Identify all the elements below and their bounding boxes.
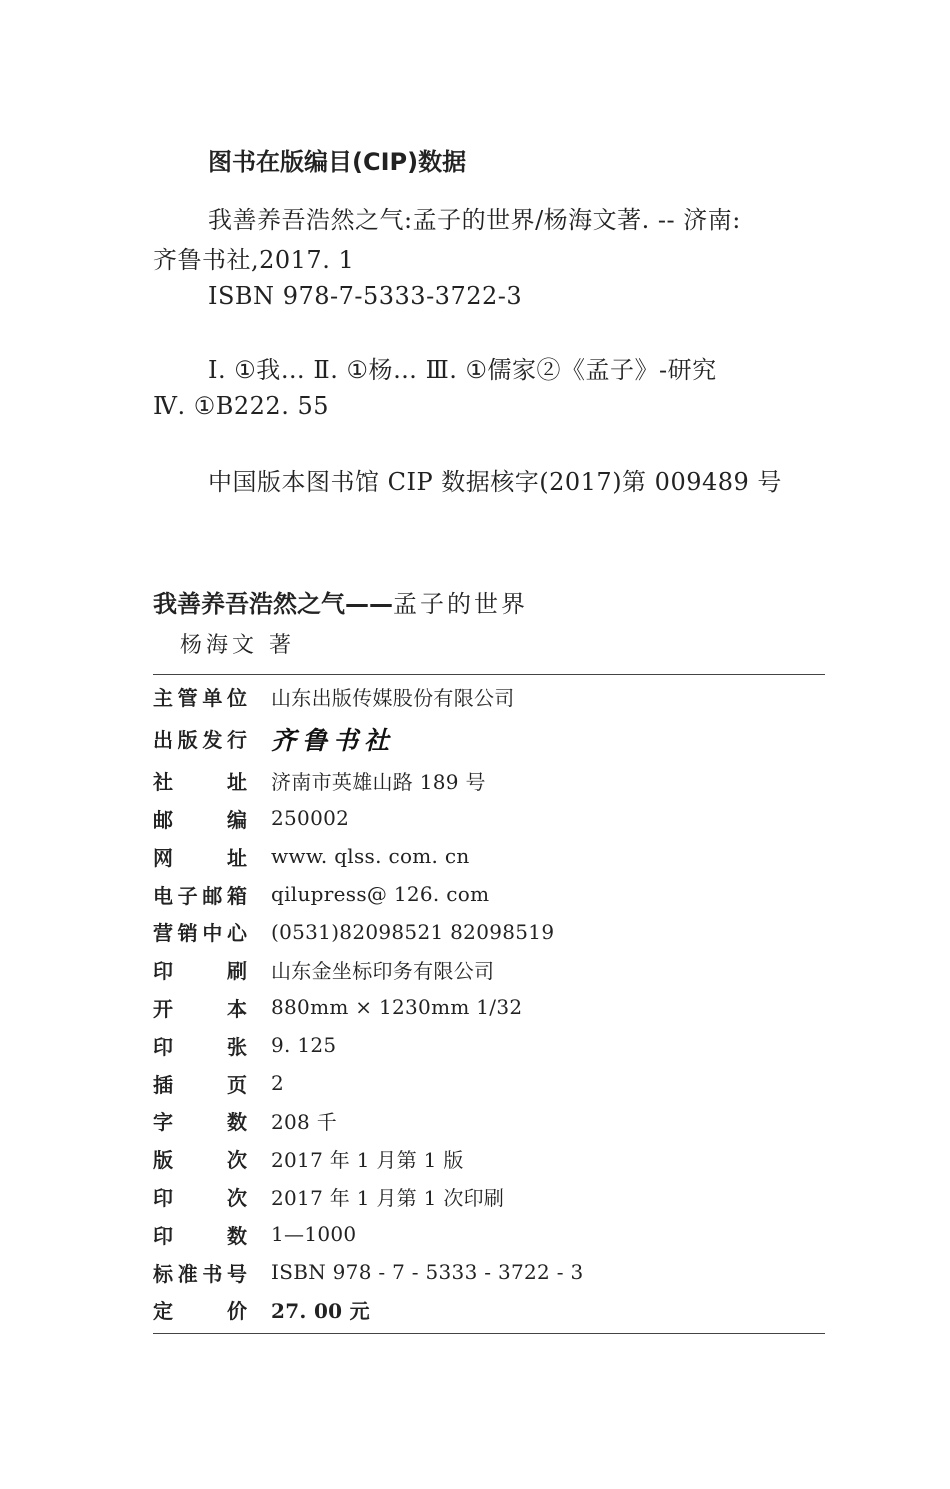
info-label — [153, 766, 247, 795]
info-row — [153, 837, 825, 875]
info-label-char: 数 — [227, 1223, 247, 1248]
info-label-char: 主 — [153, 686, 173, 711]
info-label-char: 印 — [153, 1223, 173, 1248]
info-label-char: 电 — [153, 883, 173, 908]
info-value: 208 千 — [271, 1110, 338, 1135]
info-label-char: 营 — [153, 921, 173, 946]
info-label-char: 价 — [227, 1299, 247, 1324]
info-label — [153, 1295, 247, 1324]
info-label-char: 印 — [153, 1185, 173, 1210]
info-label — [153, 955, 247, 984]
info-label-char: 准 — [177, 1261, 198, 1286]
info-label-char: 书 — [202, 1261, 223, 1286]
info-row — [153, 1291, 825, 1329]
bottom-divider — [153, 1333, 825, 1334]
info-value: qilupress@ 126. com — [271, 882, 490, 907]
info-row — [153, 1064, 825, 1102]
info-label-char: 印 — [153, 959, 173, 984]
info-label-char: 编 — [227, 807, 247, 832]
info-label — [153, 1182, 247, 1211]
cip-title-line: 我善养吾浩然之气:孟子的世界/杨海文著. -- 济南: — [208, 206, 741, 234]
info-row — [153, 678, 825, 716]
info-label-char: 页 — [227, 1072, 247, 1097]
info-label-char: 址 — [227, 770, 247, 795]
info-label — [153, 993, 247, 1022]
info-row — [153, 1178, 825, 1216]
info-label — [153, 804, 247, 833]
publication-info-table — [153, 678, 825, 1329]
info-row — [153, 1102, 825, 1140]
info-label-char: 邮 — [153, 807, 173, 832]
info-label-char: 行 — [226, 728, 247, 753]
info-label — [153, 1069, 247, 1098]
info-label-char: 发 — [202, 728, 223, 753]
info-value: 9. 125 — [271, 1033, 337, 1058]
info-row — [153, 1026, 825, 1064]
info-label-char: 子 — [177, 883, 198, 908]
info-label-char: 心 — [226, 921, 247, 946]
info-label-char: 字 — [153, 1110, 173, 1135]
info-value: 27. 00 元 — [271, 1299, 370, 1324]
info-label — [153, 880, 247, 909]
publisher-logo: 齐鲁书社 — [271, 725, 396, 755]
info-label-char: 管 — [177, 686, 198, 711]
info-value: 1—1000 — [271, 1222, 357, 1247]
info-label — [153, 917, 247, 946]
info-row — [153, 762, 825, 800]
info-row — [153, 913, 825, 951]
info-label-char: 址 — [227, 845, 247, 870]
info-label-char: 刷 — [227, 959, 247, 984]
info-label-char: 次 — [227, 1148, 247, 1173]
info-value: 山东出版传媒股份有限公司 — [271, 686, 515, 711]
info-value: 济南市英雄山路 189 号 — [271, 770, 486, 795]
info-label-char: 定 — [153, 1299, 173, 1324]
info-label-char: 数 — [227, 1110, 247, 1135]
info-label — [153, 1220, 247, 1249]
info-label-char: 插 — [153, 1072, 173, 1097]
info-label-char: 网 — [153, 845, 173, 870]
info-row — [153, 1253, 825, 1291]
info-label-char: 印 — [153, 1034, 173, 1059]
info-row — [153, 951, 825, 989]
info-label — [153, 842, 247, 871]
info-row — [153, 989, 825, 1027]
info-label-char: 邮 — [202, 883, 223, 908]
cip-subject-line: Ⅰ. ①我… Ⅱ. ①杨… Ⅲ. ①儒家②《孟子》-研究 — [208, 356, 717, 384]
info-label-char: 箱 — [226, 883, 247, 908]
cip-classification-line: Ⅳ. ①B222. 55 — [153, 392, 329, 420]
info-label — [153, 1031, 247, 1060]
top-divider — [153, 674, 825, 675]
info-row — [153, 875, 825, 913]
info-label-char: 次 — [227, 1185, 247, 1210]
info-label-char: 版 — [177, 728, 198, 753]
info-label-char: 版 — [153, 1148, 173, 1173]
book-title-main: 我善养吾浩然之气—— — [153, 590, 393, 618]
info-label — [153, 724, 247, 753]
info-label — [153, 1258, 247, 1287]
info-value: 2 — [271, 1071, 285, 1096]
info-label — [153, 1106, 247, 1135]
info-label-char: 出 — [153, 728, 173, 753]
book-author: 杨海文 著 — [180, 633, 295, 658]
info-value: 880mm × 1230mm 1/32 — [271, 995, 523, 1020]
info-label — [153, 682, 247, 711]
info-value: www. qlss. com. cn — [271, 844, 470, 869]
cip-isbn-line: ISBN 978-7-5333-3722-3 — [208, 282, 523, 310]
info-value: (0531)82098521 82098519 — [271, 919, 555, 944]
info-label-char: 单 — [202, 686, 223, 711]
info-label-char: 标 — [153, 1261, 173, 1286]
info-row — [153, 716, 825, 762]
info-value: 2017 年 1 月第 1 次印刷 — [271, 1185, 505, 1210]
info-label-char: 中 — [202, 921, 223, 946]
book-title-subtitle: 孟子的世界 — [393, 590, 528, 618]
info-label-char: 开 — [153, 996, 173, 1021]
info-value: 250002 — [271, 806, 350, 831]
info-row — [153, 800, 825, 838]
info-label-char: 位 — [226, 686, 247, 711]
info-value: ISBN 978 - 7 - 5333 - 3722 - 3 — [271, 1260, 584, 1285]
info-label — [153, 1144, 247, 1173]
info-label-char: 张 — [227, 1034, 247, 1059]
info-label-char: 本 — [227, 996, 247, 1021]
cip-heading: 图书在版编目(CIP)数据 — [208, 148, 467, 176]
info-label-char: 号 — [226, 1261, 247, 1286]
book-title — [153, 584, 528, 619]
info-row — [153, 1140, 825, 1178]
cip-publisher-line: 齐鲁书社,2017. 1 — [153, 246, 355, 274]
info-row — [153, 1215, 825, 1253]
info-value: 2017 年 1 月第 1 版 — [271, 1148, 464, 1173]
info-value: 山东金坐标印务有限公司 — [271, 959, 495, 984]
info-label-char: 销 — [177, 921, 198, 946]
cip-record-number: 中国版本图书馆 CIP 数据核字(2017)第 009489 号 — [208, 468, 782, 496]
info-label-char: 社 — [153, 770, 173, 795]
